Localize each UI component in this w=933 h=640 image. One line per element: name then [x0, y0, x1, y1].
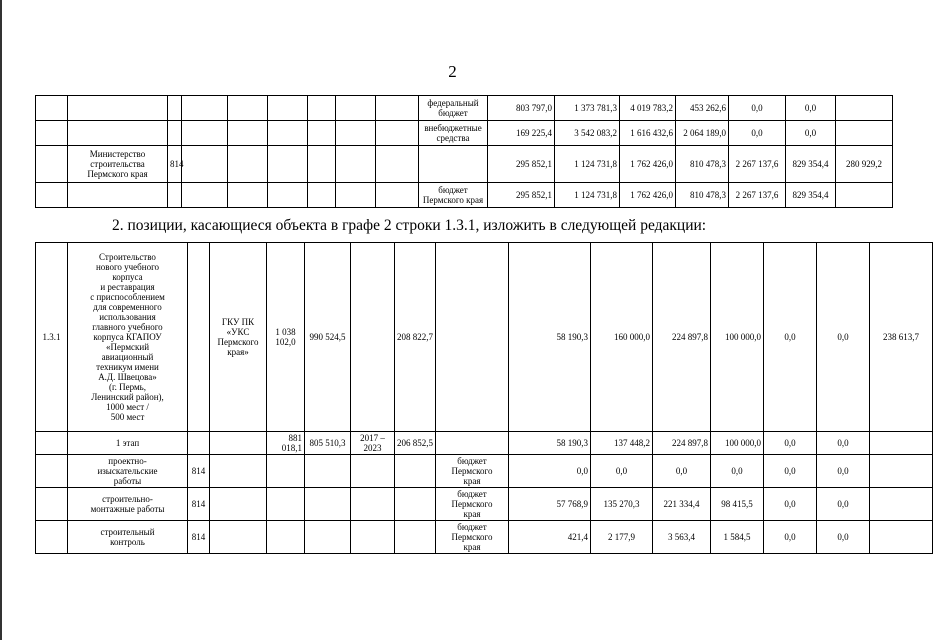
table-cell — [228, 183, 268, 208]
cell-value: 1 584,5 — [711, 521, 764, 554]
table-cell — [188, 432, 210, 455]
table-row-stage — [36, 432, 933, 455]
cell-value: 0,0 — [786, 96, 836, 121]
cell-work-name: строительно- монтажные работы — [68, 488, 188, 521]
table-cell — [36, 432, 68, 455]
cell-value: 0,0 — [591, 455, 653, 488]
cell-value: 0,0 — [817, 521, 870, 554]
cell-period — [351, 243, 395, 432]
table-row — [36, 96, 893, 121]
table-cell — [36, 183, 68, 208]
cell-value: 208 822,7 — [395, 243, 436, 432]
cell-value: 1 762 426,0 — [620, 183, 676, 208]
cell-source: внебюджетные средства — [419, 121, 488, 146]
cell-value: 206 852,5 — [395, 432, 436, 455]
table-cell — [267, 488, 305, 521]
cell-value: 421,4 — [509, 521, 591, 554]
cell-value: 58 190,3 — [509, 432, 591, 455]
table-row — [36, 121, 893, 146]
table-row-subitem — [36, 488, 933, 521]
table-cell — [228, 121, 268, 146]
table-cell — [336, 183, 376, 208]
table-cell — [351, 488, 395, 521]
cell-name — [68, 121, 168, 146]
cell-row-number: 1.3.1 — [36, 243, 68, 432]
table-cell — [36, 488, 68, 521]
cell-name — [68, 183, 168, 208]
cell-name — [68, 96, 168, 121]
cell-value: 100 000,0 — [711, 432, 764, 455]
cell-value: 0,0 — [764, 521, 817, 554]
cell-value: 0,0 — [817, 432, 870, 455]
cell-source: федеральный бюджет — [419, 96, 488, 121]
cell-value — [836, 96, 893, 121]
table-cell — [188, 243, 210, 432]
cell-customer: ГКУ ПК «УКС Пермского края» — [210, 243, 267, 432]
table-cell — [36, 146, 68, 183]
table-cell — [436, 432, 509, 455]
table-cell — [351, 455, 395, 488]
table-cell — [210, 521, 267, 554]
cell-value: 805 510,3 — [305, 432, 351, 455]
cell-value: 0,0 — [817, 243, 870, 432]
table-cell — [182, 121, 228, 146]
cell-value: 160 000,0 — [591, 243, 653, 432]
table-cell — [36, 521, 68, 554]
cell-value: 0,0 — [729, 96, 786, 121]
cell-code: 814 — [188, 488, 210, 521]
cell-value: 135 270,3 — [591, 488, 653, 521]
table-cell — [376, 121, 419, 146]
cell-code: 814 — [168, 146, 182, 183]
table-cell — [305, 488, 351, 521]
cell-value: 3 542 083,2 — [555, 121, 620, 146]
cell-cost: 881 018,1 — [267, 432, 305, 455]
table-cell — [308, 121, 336, 146]
cell-value: 58 190,3 — [509, 243, 591, 432]
table-row-subitem — [36, 455, 933, 488]
cell-value: 810 478,3 — [676, 146, 729, 183]
section-heading: 2. позиции, касающиеся объекта в графе 2 строки 1.3.1, изложить в следующей редакции: — [112, 217, 707, 234]
cell-source: бюджет Пермского края — [436, 455, 509, 488]
cell-source — [419, 146, 488, 183]
table-row — [36, 146, 893, 183]
cell-value: 1 373 781,3 — [555, 96, 620, 121]
page-number: 2 — [448, 62, 457, 81]
cell-value: 1 124 731,8 — [555, 183, 620, 208]
cell-value: 2 064 189,0 — [676, 121, 729, 146]
table-cell — [870, 432, 933, 455]
table-cell — [268, 121, 308, 146]
table-cell — [210, 432, 267, 455]
cell-value: 829 354,4 — [786, 183, 836, 208]
table-row-object — [36, 243, 933, 432]
cell-value: 224 897,8 — [653, 243, 711, 432]
cell-value: 295 852,1 — [488, 183, 555, 208]
cell-source: бюджет Пермского края — [419, 183, 488, 208]
cell-value: 0,0 — [764, 432, 817, 455]
cell-value — [836, 183, 893, 208]
cell-value: 2 177,9 — [591, 521, 653, 554]
cell-value: 1 762 426,0 — [620, 146, 676, 183]
cell-value: 829 354,4 — [786, 146, 836, 183]
cell-source: бюджет Пермского края — [436, 521, 509, 554]
table-cell — [268, 183, 308, 208]
table-cell — [395, 455, 436, 488]
cell-value: 0,0 — [786, 121, 836, 146]
table-cell — [308, 183, 336, 208]
table-cell — [376, 183, 419, 208]
table-cell — [268, 146, 308, 183]
cell-work-name: строительный контроль — [68, 521, 188, 554]
cell-code — [168, 183, 182, 208]
cell-value: 100 000,0 — [711, 243, 764, 432]
cell-value: 0,0 — [711, 455, 764, 488]
table-cell — [376, 96, 419, 121]
table-cell — [268, 96, 308, 121]
table-cell — [36, 121, 68, 146]
cell-object-name: Строительство нового учебного корпуса и реставрация с приспособлением для современного использования главного учебного корпуса КГАПОУ «Пермский авиационный техникум имени А.Д. Швецова» (г. Пермь, Ленинский район), 1000 мест / 500 мест — [68, 243, 188, 432]
cell-value: 0,0 — [764, 243, 817, 432]
table-cell — [228, 96, 268, 121]
cell-value: 221 334,4 — [653, 488, 711, 521]
table-cell — [267, 455, 305, 488]
cell-value: 57 768,9 — [509, 488, 591, 521]
cell-code — [168, 121, 182, 146]
cell-value: 98 415,5 — [711, 488, 764, 521]
table-cell — [182, 96, 228, 121]
cell-value: 0,0 — [509, 455, 591, 488]
cell-value: 224 897,8 — [653, 432, 711, 455]
cell-value: 280 929,2 — [836, 146, 893, 183]
object-table — [35, 242, 933, 554]
table-cell — [336, 121, 376, 146]
table-cell — [267, 521, 305, 554]
table-cell — [36, 455, 68, 488]
table-cell — [870, 455, 933, 488]
cell-value: 295 852,1 — [488, 146, 555, 183]
cell-code: 814 — [188, 521, 210, 554]
table-cell — [210, 488, 267, 521]
table-cell — [870, 521, 933, 554]
cell-source: бюджет Пермского края — [436, 488, 509, 521]
table-cell — [305, 521, 351, 554]
cell-work-name: проектно- изыскательские работы — [68, 455, 188, 488]
table-cell — [336, 96, 376, 121]
cell-value: 169 225,4 — [488, 121, 555, 146]
table-row — [36, 183, 893, 208]
cell-value: 0,0 — [729, 121, 786, 146]
cell-value: 0,0 — [817, 488, 870, 521]
cell-stage-name: 1 этап — [68, 432, 188, 455]
cell-value: 0,0 — [653, 455, 711, 488]
table-cell — [395, 488, 436, 521]
cell-period: 2017 – 2023 — [351, 432, 395, 455]
cell-value: 1 616 432,6 — [620, 121, 676, 146]
table-cell — [351, 521, 395, 554]
table-cell — [182, 183, 228, 208]
table-cell — [336, 146, 376, 183]
cell-value: 0,0 — [764, 488, 817, 521]
cell-value: 990 524,5 — [305, 243, 351, 432]
cell-value: 3 563,4 — [653, 521, 711, 554]
table-cell — [395, 521, 436, 554]
table-cell — [228, 146, 268, 183]
cell-name: Министерство строительства Пермского края — [68, 146, 168, 183]
cell-value: 0,0 — [764, 455, 817, 488]
cell-source — [436, 243, 509, 432]
cell-value: 453 262,6 — [676, 96, 729, 121]
cell-code: 814 — [188, 455, 210, 488]
table-cell — [305, 455, 351, 488]
cell-value: 4 019 783,2 — [620, 96, 676, 121]
table-row-subitem — [36, 521, 933, 554]
funding-table-continuation — [35, 95, 893, 208]
cell-value — [836, 121, 893, 146]
cell-cost: 1 038 102,0 — [267, 243, 305, 432]
cell-value: 0,0 — [817, 455, 870, 488]
cell-value: 2 267 137,6 — [729, 183, 786, 208]
scan-edge-line — [0, 0, 2, 640]
cell-value: 238 613,7 — [870, 243, 933, 432]
cell-code — [168, 96, 182, 121]
table-cell — [870, 488, 933, 521]
table-cell — [182, 146, 228, 183]
table-cell — [376, 146, 419, 183]
table-cell — [308, 146, 336, 183]
cell-value: 2 267 137,6 — [729, 146, 786, 183]
table-cell — [36, 96, 68, 121]
cell-value: 137 448,2 — [591, 432, 653, 455]
cell-value: 1 124 731,8 — [555, 146, 620, 183]
table-cell — [308, 96, 336, 121]
table-cell — [210, 455, 267, 488]
cell-value: 803 797,0 — [488, 96, 555, 121]
cell-value: 810 478,3 — [676, 183, 729, 208]
